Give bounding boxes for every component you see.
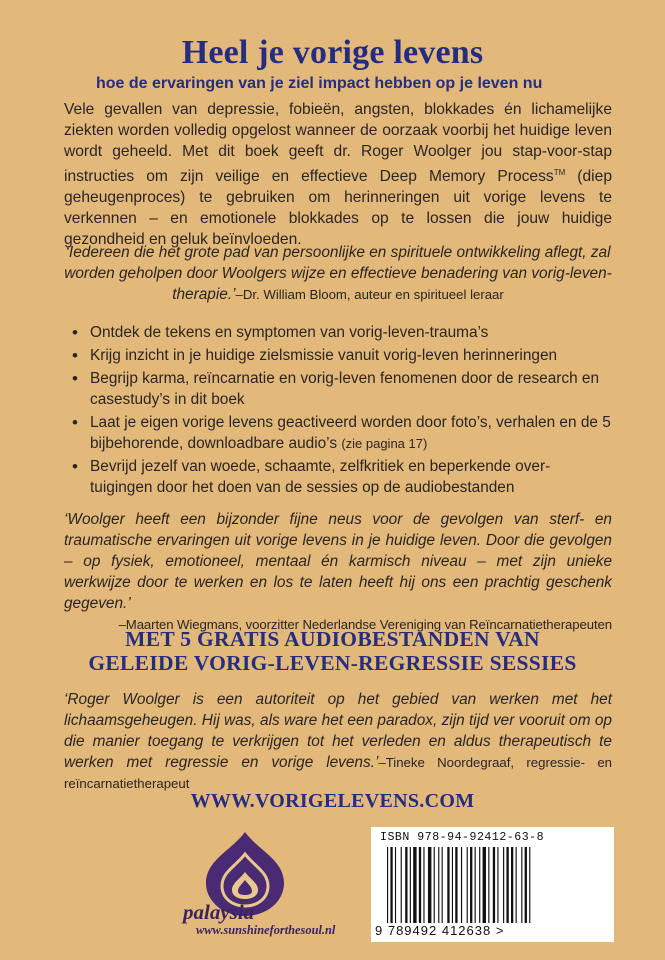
trademark: TM	[553, 168, 566, 177]
list-item: • Bevrijd jezelf van woede, schaamte, zelfkritiek en beperkende over-tuigingen door het doen van de sessies op de audiobestanden	[72, 456, 612, 498]
quote-wiegmans-attribution: –Maarten Wiegmans, voorzitter Nederlandse Vereniging van Reïncarnatietherapeuten	[118, 617, 612, 632]
intro-paragraph	[64, 99, 612, 250]
page-reference: (zie pagina 17)	[341, 436, 428, 451]
intro-text-part2: (diep geheugenproces) te gebruiken om herinneringen uit vorige levens te verkennen – en emotionele blokkades op te lossen die jouw huidige gezondheid en geluk beïnvloeden.	[64, 168, 612, 249]
list-item: • Ontdek de tekens en symptomen van vorig-leven-trauma’s	[72, 322, 612, 343]
publisher-url[interactable]: www.sunshineforthesoul.nl	[196, 923, 336, 937]
feature-list	[72, 322, 612, 500]
quote-noordegraaf-attribution: –Tineke Noordegraaf, regressie- en reïncarnatietherapeut	[64, 755, 612, 791]
quote-bloom	[64, 242, 612, 305]
book-subtitle: hoe de ervaringen van je ziel impact hebben op je leven nu	[96, 75, 543, 92]
barcode-icon	[387, 847, 603, 923]
barcode	[371, 827, 614, 942]
publisher-name: palaysia	[183, 900, 255, 924]
list-item: • Krijg inzicht in je huidige zielsmissie vanuit vorig-leven herinneringen	[72, 345, 612, 366]
audio-heading: MET 5 GRATIS AUDIOBESTANDEN VAN GELEIDE VORIG-LEVEN-REGRESSIE SESSIES	[88, 627, 577, 675]
quote-noordegraaf-text: ‘Roger Woolger is een autoriteit op het gebied van werken met het lichaamsgeheugen. Hij was, als ware het een paradox, zijn tijd ver vooruit om op die manier toegang te verkrijgen tot het verleden en aldus therapeutisch te werken met regressie en vorige levens.’	[64, 691, 612, 771]
quote-wiegmans-text: ‘Woolger heeft een bijzonder fijne neus voor de gevolgen van sterf- en traumatische ervaringen uit vorige levens in je huidige leven. Door die gevolgen – op fysiek, emotioneel, mentaal én karmisch niveau – met zijn unieke werkwijze door te werken en los te laten heeft hij ons een prachtig geschenk gegeven.’	[64, 511, 612, 612]
barcode-number: 9 789492 412638 >	[375, 923, 505, 938]
quote-noordegraaf	[64, 689, 612, 794]
list-item: • Begrijp karma, reïncarnatie en vorig-leven fenomenen door de research en casestudy’s in dit boek	[72, 368, 612, 410]
quote-wiegmans	[64, 509, 612, 635]
website-url[interactable]: WWW.VORIGELEVENS.COM	[190, 790, 475, 812]
quote-bloom-text: ‘Iedereen die het grote pad van persoonlijke en spirituele ontwikkeling aflegt, zal worden geholpen door Woolgers wijze en effectieve benadering van vorig-leven-therapie.’	[64, 244, 612, 303]
intro-text-part1: Vele gevallen van depressie, fobieën, angsten, blokkades én lichamelijke ziekten worden volledig opgelost wanneer de oorzaak voorbij het huidige leven wordt geheeld. Met dit boek geeft dr. Roger Woolger jou stap-voor-stap instructies om zijn veilige en effectieve Deep Memory Process	[64, 101, 612, 186]
list-item: • Laat je eigen vorige levens geactiveerd worden door foto’s, verhalen en de 5 bijbehorende, downloadbare audio’s (zie pagina 17)	[72, 412, 612, 454]
isbn-label: ISBN 978-94-92412-63-8	[380, 831, 545, 844]
book-title: Heel je vorige levens	[181, 34, 484, 71]
quote-bloom-attribution: –Dr. William Bloom, auteur en spiritueel leraar	[235, 287, 504, 302]
